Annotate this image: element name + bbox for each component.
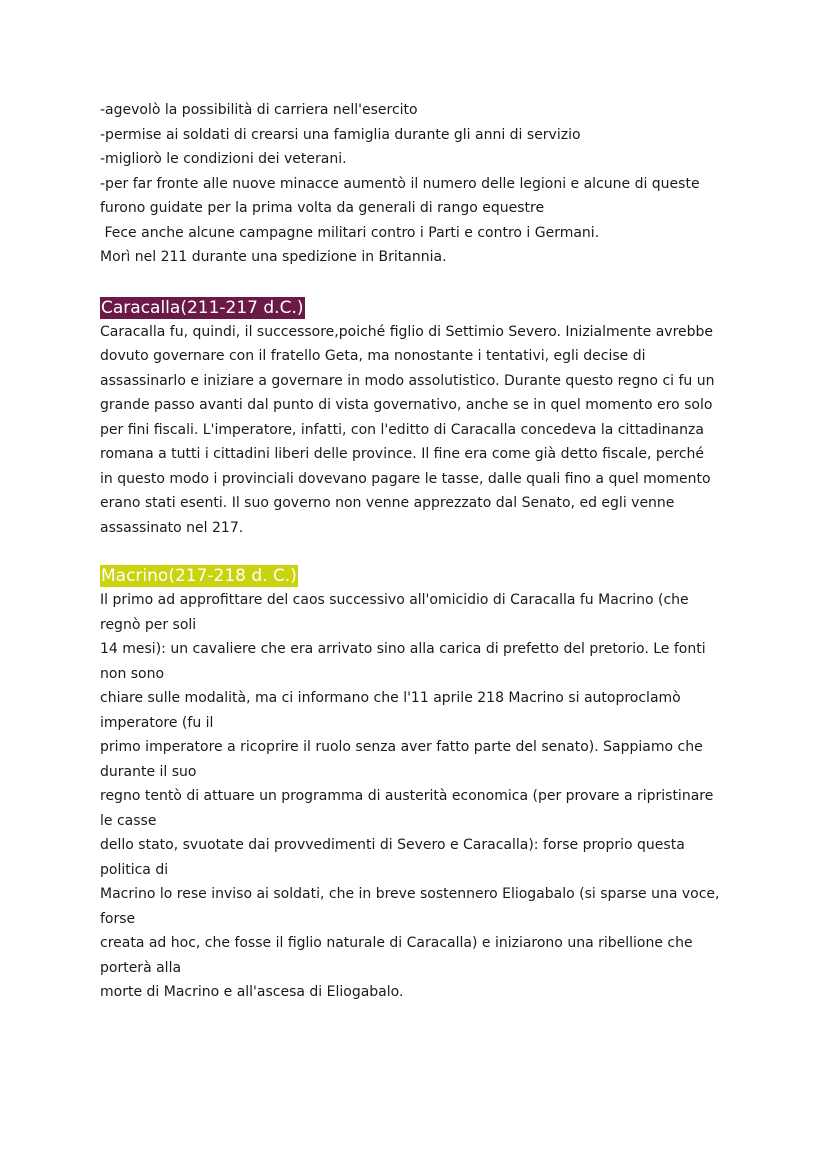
intro-paragraph — [100, 98, 730, 270]
text-line: assassinarlo e iniziare a governare in modo assolutistico. Durante questo regno ci fu un — [100, 372, 715, 389]
text-line: imperatore (fu il — [100, 714, 214, 731]
text-line: 14 mesi): un cavaliere che era arrivato sino alla carica di prefetto del pretorio. Le fonti — [100, 641, 706, 657]
text-line: Il primo ad approfittare del caos successivo all'omicidio di Caracalla fu Macrino (che — [100, 592, 689, 608]
caracalla-section — [100, 296, 730, 541]
text-line: -per far fronte alle nuove minacce aumentò il numero delle legioni e alcune di queste — [100, 175, 700, 192]
text-line: forse — [100, 910, 136, 927]
text-line: per fini fiscali. L'imperatore, infatti, con l'editto di Caracalla concedeva la cittadinanza — [100, 421, 704, 438]
text-line: regnò per soli — [100, 616, 197, 633]
text-line: -permise ai soldati di crearsi una famiglia durante gli anni di servizio — [100, 126, 581, 143]
text-line: chiare sulle modalità, ma ci informano che l'11 aprile 218 Macrino si autoproclamò — [100, 690, 681, 706]
macrino-section — [100, 564, 730, 1005]
text-line: assassinato nel 217. — [100, 519, 244, 536]
caracalla-paragraph — [100, 320, 730, 541]
text-line: durante il suo — [100, 763, 197, 780]
caracalla-heading: Caracalla(211-217 d.C.) — [101, 297, 304, 318]
text-line: Macrino lo rese inviso ai soldati, che in breve sostennero Eliogabalo (si sparse una voce, — [100, 886, 720, 902]
text-line: le casse — [100, 812, 157, 829]
text-line: Caracalla fu, quindi, il successore,poiché figlio di Settimio Severo. Inizialmente avrebbe — [100, 323, 714, 340]
text-line: furono guidate per la prima volta da generali di rango equestre — [100, 200, 545, 216]
text-line: morte di Macrino e all'ascesa di Eliogabalo. — [100, 984, 404, 1000]
text-line: -migliorò le condizioni dei veterani. — [100, 151, 347, 167]
macrino-paragraph — [100, 588, 730, 1005]
text-line: creata ad hoc, che fosse il figlio naturale di Caracalla) e iniziarono una ribellione che — [100, 935, 693, 951]
text-line: porterà alla — [100, 959, 182, 976]
text-line: romana a tutti i cittadini liberi delle province. Il fine era come già detto fiscale, perché — [100, 446, 705, 462]
text-line: non sono — [100, 665, 165, 682]
text-line: in questo modo i provinciali dovevano pagare le tasse, dalle quali fino a quel momento — [100, 470, 711, 487]
text-line: primo imperatore a ricoprire il ruolo senza aver fatto parte del senato). Sappiamo che — [100, 739, 703, 755]
text-line: -agevolò la possibilità di carriera nell'esercito — [100, 102, 418, 118]
text-line: Morì nel 211 durante una spedizione in Britannia. — [100, 249, 447, 265]
text-line: politica di — [100, 861, 169, 878]
text-line: dello stato, svuotate dai provvedimenti di Severo e Caracalla): forse proprio questa — [100, 837, 685, 853]
document-page — [100, 98, 730, 1005]
text-line: dovuto governare con il fratello Geta, ma nonostante i tentativi, egli decise di — [100, 348, 646, 364]
text-line: grande passo avanti dal punto di vista governativo, anche se in quel momento ero solo — [100, 397, 713, 413]
macrino-heading: Macrino(217-218 d. C.) — [101, 566, 297, 586]
text-line: erano stati esenti. Il suo governo non venne apprezzato dal Senato, ed egli venne — [100, 495, 675, 511]
text-line: Fece anche alcune campagne militari contro i Parti e contro i Germani. — [100, 224, 600, 241]
text-line: regno tentò di attuare un programma di austerità economica (per provare a ripristinare — [100, 788, 714, 804]
